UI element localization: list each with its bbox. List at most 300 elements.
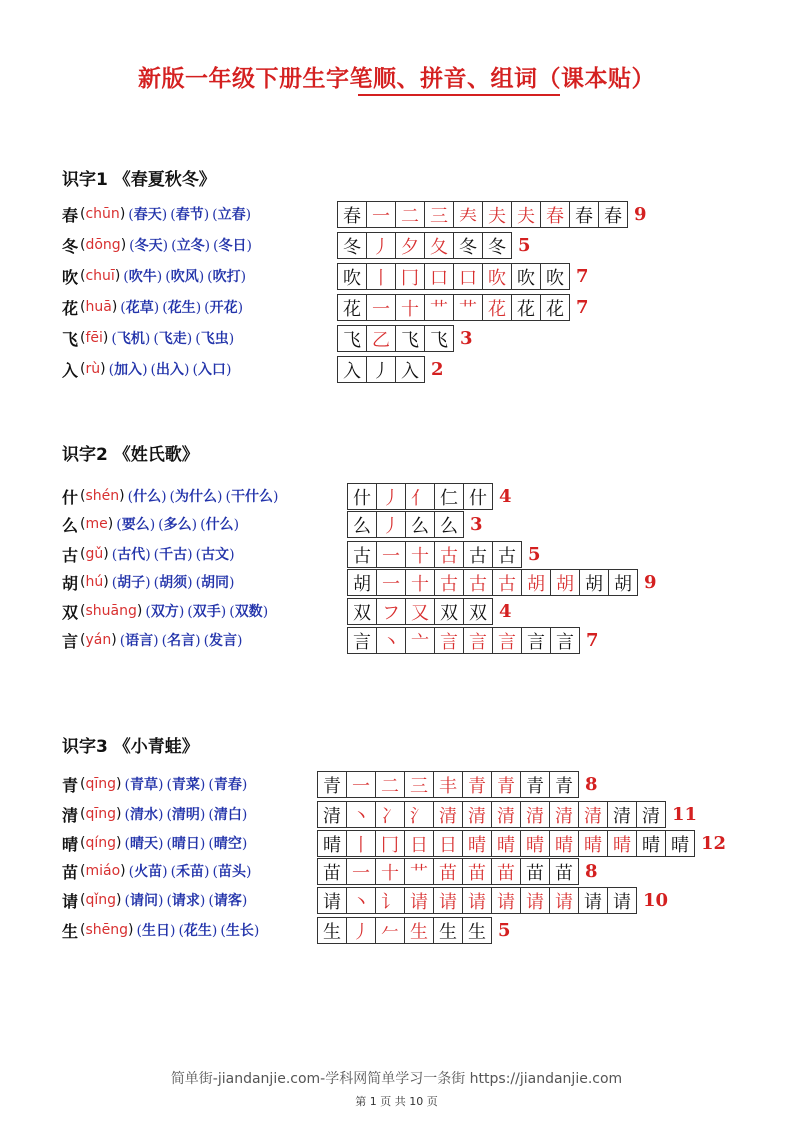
- word: ( 发言 ): [204, 630, 243, 650]
- stroke-cell: 双: [463, 598, 493, 625]
- character-row: [62, 916, 259, 944]
- word: ( 火苗 ): [129, 861, 168, 881]
- word: ( 花草 ): [120, 297, 159, 317]
- stroke-cell: 晴: [520, 830, 550, 857]
- word: ( 请客 ): [208, 890, 247, 910]
- character: 晴: [62, 834, 79, 854]
- stroke-cell: 冫: [375, 801, 405, 828]
- stroke-cell: 苗: [549, 858, 579, 885]
- character: 飞: [62, 329, 79, 349]
- stroke-cell: 十: [375, 858, 405, 885]
- word: ( 生日 ): [137, 920, 176, 940]
- pinyin: me: [85, 516, 108, 532]
- stroke-count: 5: [498, 920, 511, 941]
- stroke-cell: 青: [520, 771, 550, 798]
- word: ( 春节 ): [170, 204, 209, 224]
- word: ( 胡子 ): [112, 572, 151, 592]
- stroke-cell: フ: [376, 598, 406, 625]
- stroke-cell: 胡: [550, 569, 580, 596]
- stroke-order-grid: [318, 887, 668, 914]
- stroke-cell: 么: [434, 511, 464, 538]
- word: ( 开花 ): [204, 297, 243, 317]
- stroke-cell-character: 苗: [317, 858, 347, 885]
- stroke-count: 4: [499, 486, 512, 507]
- word: ( 晴天 ): [125, 833, 164, 853]
- word: ( 晴空 ): [208, 833, 247, 853]
- stroke-cell-character: 入: [337, 356, 367, 383]
- character: 古: [62, 545, 79, 565]
- stroke-cell: 请: [520, 887, 550, 914]
- stroke-cell: 冬: [482, 232, 512, 259]
- stroke-count: 7: [576, 297, 589, 318]
- stroke-cell-character: 么: [347, 511, 377, 538]
- stroke-cell: 清: [607, 801, 637, 828]
- word: ( 清水 ): [125, 804, 164, 824]
- stroke-cell: 青: [549, 771, 579, 798]
- stroke-cell: 乙: [366, 325, 396, 352]
- stroke-cell: 丿: [376, 511, 406, 538]
- word: ( 吹风 ): [165, 266, 204, 286]
- stroke-cell: 吹: [482, 263, 512, 290]
- pinyin: shuāng: [85, 603, 137, 619]
- stroke-cell: 晴: [665, 830, 695, 857]
- stroke-cell: 请: [433, 887, 463, 914]
- title-underline: [358, 94, 560, 96]
- word: ( 什么 ): [128, 486, 167, 506]
- stroke-count: 5: [518, 235, 531, 256]
- pinyin-wrapper: [80, 776, 121, 792]
- stroke-cell-character: 春: [337, 201, 367, 228]
- stroke-cell: 苗: [491, 858, 521, 885]
- stroke-cell: 古: [434, 569, 464, 596]
- stroke-cell: 花: [540, 294, 570, 321]
- stroke-count: 10: [643, 890, 669, 911]
- stroke-order-grid: [348, 627, 599, 654]
- stroke-cell: 亠: [405, 627, 435, 654]
- word: ( 清白 ): [208, 804, 247, 824]
- word: ( 语言 ): [120, 630, 159, 650]
- stroke-cell: 春: [569, 201, 599, 228]
- word: ( 古文 ): [196, 544, 235, 564]
- word: ( 春天 ): [128, 204, 167, 224]
- stroke-order-grid: [318, 830, 726, 857]
- word: ( 多么 ): [158, 514, 197, 534]
- stroke-cell: 丨: [346, 830, 376, 857]
- stroke-order-grid: [348, 569, 657, 596]
- stroke-cell: 生: [404, 917, 434, 944]
- character: 清: [62, 805, 79, 825]
- word: ( 什么 ): [200, 514, 239, 534]
- stroke-order-grid: [338, 325, 473, 352]
- stroke-cell: 晴: [549, 830, 579, 857]
- character: 么: [62, 515, 79, 535]
- stroke-count: 8: [585, 861, 598, 882]
- stroke-cell: 春: [540, 201, 570, 228]
- stroke-count: 7: [576, 266, 589, 287]
- pinyin: shēng: [85, 922, 129, 938]
- stroke-cell: 二: [375, 771, 405, 798]
- character-row: [62, 597, 268, 625]
- pinyin-wrapper: [80, 922, 133, 938]
- pinyin-wrapper: [80, 206, 125, 222]
- stroke-cell-character: 什: [347, 483, 377, 510]
- character-row: [62, 324, 234, 352]
- stroke-cell: 日: [433, 830, 463, 857]
- stroke-cell: 清: [491, 801, 521, 828]
- stroke-cell: 日: [404, 830, 434, 857]
- word: ( 出入 ): [151, 359, 190, 379]
- stroke-cell: 胡: [579, 569, 609, 596]
- stroke-cell: 十: [395, 294, 425, 321]
- stroke-cell: 请: [578, 887, 608, 914]
- word: ( 清明 ): [166, 804, 205, 824]
- stroke-cell: 冂: [395, 263, 425, 290]
- pinyin-wrapper: [80, 835, 121, 851]
- character: 请: [62, 891, 79, 911]
- stroke-cell: 冬: [453, 232, 483, 259]
- stroke-count: 9: [644, 572, 657, 593]
- stroke-cell: 清: [520, 801, 550, 828]
- stroke-cell: 晴: [578, 830, 608, 857]
- word: ( 立春 ): [212, 204, 251, 224]
- word: ( 生长 ): [220, 920, 259, 940]
- character: 胡: [62, 573, 79, 593]
- stroke-order-grid: [318, 858, 598, 885]
- stroke-cell: 么: [405, 511, 435, 538]
- stroke-cell: 晴: [491, 830, 521, 857]
- stroke-order-grid: [348, 483, 512, 510]
- stroke-cell: 丶: [376, 627, 406, 654]
- word: ( 胡须 ): [154, 572, 193, 592]
- stroke-cell-character: 胡: [347, 569, 377, 596]
- pinyin-wrapper: [80, 863, 126, 879]
- pinyin-wrapper: [80, 268, 120, 284]
- word: ( 花生 ): [162, 297, 201, 317]
- stroke-count: 8: [585, 774, 598, 795]
- character-row: [62, 857, 251, 885]
- stroke-cell: 入: [395, 356, 425, 383]
- pinyin: fēi: [85, 330, 103, 346]
- stroke-count: 3: [460, 328, 473, 349]
- stroke-cell-character: 双: [347, 598, 377, 625]
- stroke-order-grid: [318, 771, 598, 798]
- pinyin: gǔ: [85, 546, 104, 562]
- stroke-cell: 胡: [608, 569, 638, 596]
- stroke-cell: 苗: [462, 858, 492, 885]
- pinyin-wrapper: [80, 892, 121, 908]
- word: ( 干什么 ): [225, 486, 278, 506]
- stroke-cell-character: 花: [337, 294, 367, 321]
- stroke-cell: 三: [424, 201, 454, 228]
- word: ( 立冬 ): [171, 235, 210, 255]
- word: ( 请问 ): [125, 890, 164, 910]
- stroke-cell: 言: [521, 627, 551, 654]
- word: ( 青春 ): [208, 774, 247, 794]
- stroke-cell: 清: [578, 801, 608, 828]
- pinyin-wrapper: [80, 603, 142, 619]
- character-row: [62, 568, 235, 596]
- pinyin-wrapper: [80, 237, 126, 253]
- pinyin: rù: [85, 361, 101, 377]
- character-row: [62, 510, 239, 538]
- stroke-cell: 氵: [404, 801, 434, 828]
- stroke-count: 7: [586, 630, 599, 651]
- stroke-order-grid: [348, 541, 541, 568]
- stroke-cell: 言: [434, 627, 464, 654]
- stroke-cell: 夂: [424, 232, 454, 259]
- page-title: 新版一年级下册生字笔顺、拼音、组词（课本贴）: [138, 65, 655, 92]
- stroke-cell: 丶: [346, 887, 376, 914]
- pinyin: chūn: [85, 206, 120, 222]
- stroke-cell: 苗: [433, 858, 463, 885]
- pinyin-wrapper: [80, 488, 125, 504]
- character-row: [62, 886, 247, 914]
- word: ( 双数 ): [229, 601, 268, 621]
- stroke-cell: 丨: [366, 263, 396, 290]
- pinyin: qǐng: [85, 892, 117, 908]
- pinyin-wrapper: [80, 361, 106, 377]
- word: ( 名言 ): [162, 630, 201, 650]
- stroke-cell: 讠: [375, 887, 405, 914]
- pinyin: qíng: [85, 835, 117, 851]
- stroke-cell: 口: [424, 263, 454, 290]
- stroke-count: 5: [528, 544, 541, 565]
- pinyin-wrapper: [80, 299, 117, 315]
- character-row: [62, 262, 246, 290]
- stroke-cell-character: 青: [317, 771, 347, 798]
- stroke-cell: 一: [366, 201, 396, 228]
- stroke-cell-character: 清: [317, 801, 347, 828]
- character: 言: [62, 631, 79, 651]
- stroke-cell-character: 飞: [337, 325, 367, 352]
- stroke-cell: 仁: [434, 483, 464, 510]
- word: ( 飞走 ): [153, 328, 192, 348]
- stroke-cell: 一: [346, 771, 376, 798]
- pinyin: chuī: [85, 268, 115, 284]
- word: ( 胡同 ): [196, 572, 235, 592]
- stroke-cell: 又: [405, 598, 435, 625]
- stroke-order-grid: [338, 232, 531, 259]
- stroke-cell: 生: [433, 917, 463, 944]
- stroke-cell: 晴: [607, 830, 637, 857]
- stroke-cell: 古: [463, 541, 493, 568]
- pinyin: shén: [85, 488, 120, 504]
- pinyin: miáo: [85, 863, 121, 879]
- stroke-cell: 丿: [346, 917, 376, 944]
- pinyin: yán: [85, 632, 112, 648]
- character: 苗: [62, 862, 79, 882]
- stroke-cell: 一: [376, 569, 406, 596]
- word: ( 青菜 ): [166, 774, 205, 794]
- section-heading: 识字3 《小青蛙》: [62, 737, 199, 757]
- word: ( 千古 ): [154, 544, 193, 564]
- word: ( 禾苗 ): [171, 861, 210, 881]
- stroke-cell: 春: [598, 201, 628, 228]
- word: ( 要么 ): [116, 514, 155, 534]
- character: 花: [62, 298, 79, 318]
- character-row: [62, 355, 231, 383]
- stroke-cell: 夫: [511, 201, 541, 228]
- stroke-cell-character: 晴: [317, 830, 347, 857]
- stroke-cell: 言: [492, 627, 522, 654]
- character: 生: [62, 921, 79, 941]
- word: ( 为什么 ): [170, 486, 223, 506]
- section-heading: 识字1 《春夏秋冬》: [62, 170, 216, 190]
- word: ( 晴日 ): [166, 833, 205, 853]
- stroke-cell: 吹: [511, 263, 541, 290]
- stroke-order-grid: [338, 201, 647, 228]
- pinyin-wrapper: [80, 574, 109, 590]
- stroke-cell-character: 冬: [337, 232, 367, 259]
- stroke-cell: 冂: [375, 830, 405, 857]
- stroke-cell: 什: [463, 483, 493, 510]
- pinyin: qīng: [85, 776, 117, 792]
- character-row: [62, 540, 235, 568]
- stroke-cell: 请: [404, 887, 434, 914]
- stroke-cell: 晴: [636, 830, 666, 857]
- stroke-cell: 古: [463, 569, 493, 596]
- word: ( 加入 ): [109, 359, 148, 379]
- stroke-cell: 夕: [395, 232, 425, 259]
- stroke-cell: 古: [492, 569, 522, 596]
- stroke-cell: 请: [549, 887, 579, 914]
- character-row: [62, 800, 247, 828]
- stroke-cell-character: 吹: [337, 263, 367, 290]
- stroke-cell: 艹: [424, 294, 454, 321]
- pinyin: huā: [85, 299, 112, 315]
- stroke-cell: 青: [491, 771, 521, 798]
- character-row: [62, 482, 278, 510]
- stroke-cell: 言: [550, 627, 580, 654]
- stroke-cell: 古: [434, 541, 464, 568]
- stroke-cell: 二: [395, 201, 425, 228]
- stroke-count: 4: [499, 601, 512, 622]
- pinyin-wrapper: [80, 546, 109, 562]
- word: ( 冬日 ): [213, 235, 252, 255]
- stroke-cell: 花: [511, 294, 541, 321]
- stroke-cell: 古: [492, 541, 522, 568]
- word: ( 请求 ): [166, 890, 205, 910]
- stroke-cell: 艹: [453, 294, 483, 321]
- stroke-order-grid: [348, 511, 483, 538]
- word: ( 双手 ): [187, 601, 226, 621]
- pinyin: hú: [85, 574, 104, 590]
- stroke-cell: 飞: [424, 325, 454, 352]
- word: ( 冬天 ): [129, 235, 168, 255]
- stroke-cell: 青: [462, 771, 492, 798]
- stroke-cell: 吹: [540, 263, 570, 290]
- word: ( 飞虫 ): [195, 328, 234, 348]
- stroke-cell: 清: [433, 801, 463, 828]
- stroke-cell: 口: [453, 263, 483, 290]
- word: ( 入口 ): [192, 359, 231, 379]
- character: 吹: [62, 267, 79, 287]
- stroke-order-grid: [338, 294, 589, 321]
- stroke-cell: 丿: [366, 232, 396, 259]
- character-row: [62, 293, 243, 321]
- stroke-cell: 十: [405, 569, 435, 596]
- character: 春: [62, 205, 79, 225]
- stroke-cell: 言: [463, 627, 493, 654]
- stroke-cell: 胡: [521, 569, 551, 596]
- character-row: [62, 626, 243, 654]
- stroke-cell: 亻: [405, 483, 435, 510]
- pinyin-wrapper: [80, 806, 121, 822]
- stroke-cell: 双: [434, 598, 464, 625]
- stroke-cell: 清: [636, 801, 666, 828]
- character: 双: [62, 602, 79, 622]
- stroke-cell: 苗: [520, 858, 550, 885]
- character: 什: [62, 487, 79, 507]
- stroke-cell-character: 生: [317, 917, 347, 944]
- pinyin: qīng: [85, 806, 117, 822]
- character: 青: [62, 775, 79, 795]
- pinyin: dōng: [85, 237, 121, 253]
- stroke-cell: 𠂉: [375, 917, 405, 944]
- stroke-cell: 清: [462, 801, 492, 828]
- footer-watermark: 简单街-jiandanjie.com-学科网简单学习一条街 https://jiandanjie.com: [170, 1071, 623, 1087]
- word: ( 吹牛 ): [123, 266, 162, 286]
- stroke-cell: 请: [462, 887, 492, 914]
- stroke-cell: 一: [366, 294, 396, 321]
- stroke-cell: 清: [549, 801, 579, 828]
- page-number: 第 1 页 共 10 页: [355, 1095, 438, 1108]
- word: ( 双方 ): [145, 601, 184, 621]
- stroke-order-grid: [348, 598, 512, 625]
- character: 入: [62, 360, 79, 380]
- pinyin-wrapper: [80, 516, 113, 532]
- stroke-cell: 请: [491, 887, 521, 914]
- stroke-cell: 丿: [376, 483, 406, 510]
- stroke-count: 9: [634, 204, 647, 225]
- character-row: [62, 231, 252, 259]
- stroke-count: 12: [701, 833, 727, 854]
- stroke-count: 3: [470, 514, 483, 535]
- stroke-cell: 三: [404, 771, 434, 798]
- stroke-cell: 花: [482, 294, 512, 321]
- stroke-cell: 夫: [482, 201, 512, 228]
- stroke-cell: 丰: [433, 771, 463, 798]
- stroke-count: 11: [672, 804, 698, 825]
- stroke-cell: 晴: [462, 830, 492, 857]
- stroke-cell: 一: [346, 858, 376, 885]
- stroke-cell-character: 古: [347, 541, 377, 568]
- character-row: [62, 829, 247, 857]
- stroke-cell: 艹: [404, 858, 434, 885]
- word: ( 苗头 ): [213, 861, 252, 881]
- stroke-order-grid: [318, 917, 511, 944]
- stroke-cell: 𡗗: [453, 201, 483, 228]
- stroke-cell-character: 请: [317, 887, 347, 914]
- character-row: [62, 770, 247, 798]
- pinyin-wrapper: [80, 632, 117, 648]
- stroke-count: 2: [431, 359, 444, 380]
- stroke-order-grid: [318, 801, 697, 828]
- word: ( 吹打 ): [207, 266, 246, 286]
- stroke-cell: 十: [405, 541, 435, 568]
- stroke-cell: 一: [376, 541, 406, 568]
- stroke-order-grid: [338, 356, 444, 383]
- character-row: [62, 200, 251, 228]
- section-heading: 识字2 《姓氏歌》: [62, 445, 199, 465]
- word: ( 飞机 ): [111, 328, 150, 348]
- word: ( 古代 ): [112, 544, 151, 564]
- stroke-cell: 请: [607, 887, 637, 914]
- stroke-cell: 飞: [395, 325, 425, 352]
- stroke-cell-character: 言: [347, 627, 377, 654]
- stroke-cell: 丶: [346, 801, 376, 828]
- word: ( 青草 ): [125, 774, 164, 794]
